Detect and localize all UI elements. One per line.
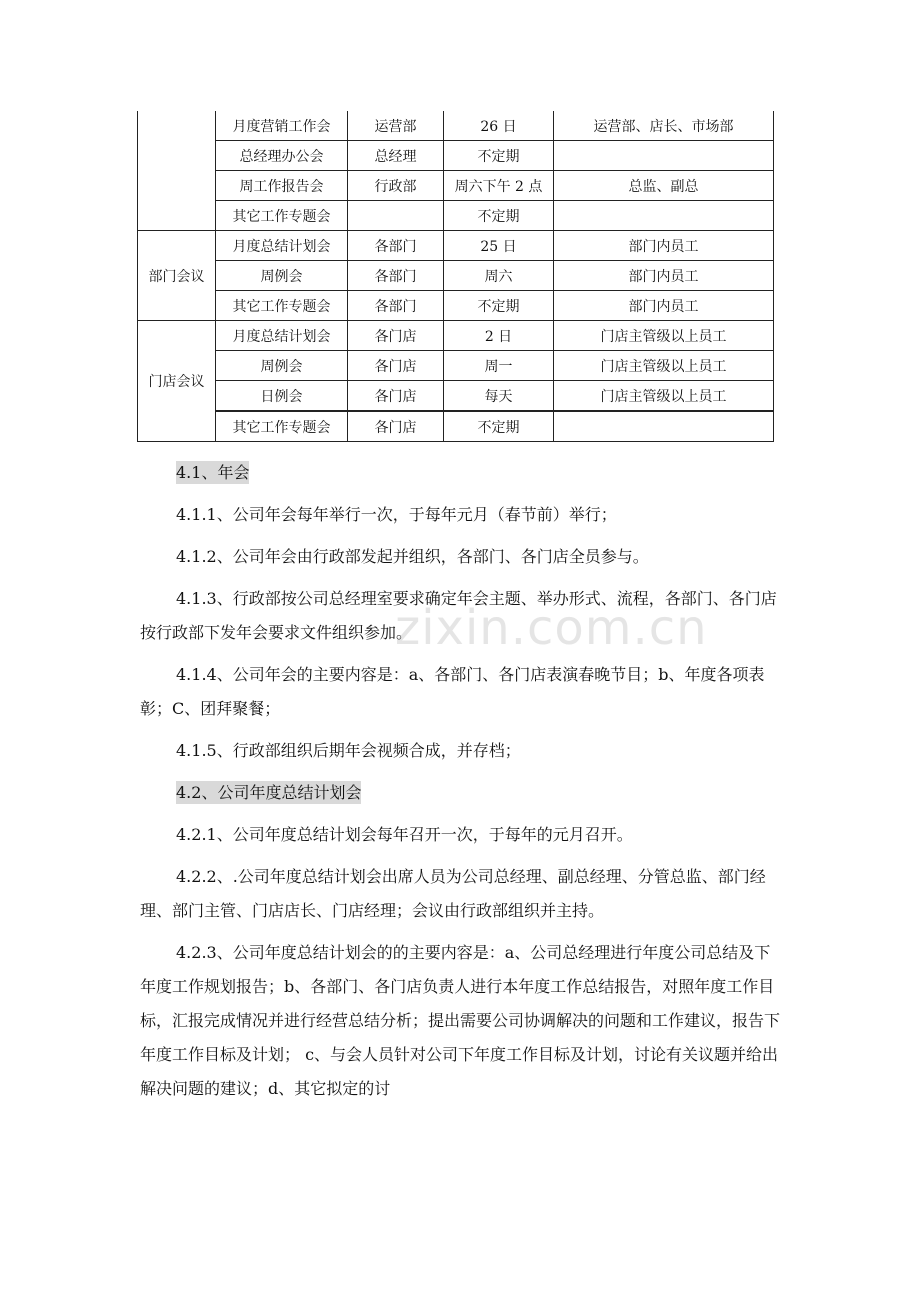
table-cell-attendees — [554, 141, 774, 171]
section-heading-4-1: 4.1、年会 — [176, 463, 250, 482]
table-cell-time: 不定期 — [444, 201, 554, 231]
table-cell-department: 总经理 — [348, 141, 444, 171]
table-cell-department: 运营部 — [348, 111, 444, 141]
table-cell-attendees: 部门内员工 — [554, 261, 774, 291]
table-row — [138, 381, 774, 412]
table-cell-department: 各门店 — [348, 321, 444, 351]
table-cell-department: 各部门 — [348, 231, 444, 261]
table-cell-time: 周六下午 2 点 — [444, 171, 554, 201]
table-row — [138, 231, 774, 261]
table-cell-meeting-name: 月度总结计划会 — [216, 231, 348, 261]
table-cell-attendees: 门店主管级以上员工 — [554, 351, 774, 381]
document-body — [140, 456, 780, 1106]
table-cell-department: 各门店 — [348, 411, 444, 442]
table-cell-category: 部门会议 — [138, 231, 216, 321]
meeting-schedule-table — [137, 111, 774, 442]
table-row — [138, 111, 774, 141]
paragraph-4-2-3: 4.2.3、公司年度总结计划会的的主要内容是：a、公司总经理进行年度公司总结及下年度工作规划报告；b、各部门、各门店负责人进行本年度工作总结报告，对照年度工作目标，汇报完成情况并进行经营总结分析；提出需要公司协调解决的问题和工作建议，报告下年度工作目标及计划； c、与会人员针对公司下年度工作目标及计划，讨论有关议题并给出解决问题的建议；d、其它拟定的讨 — [140, 943, 781, 1098]
table-cell-time: 25 日 — [444, 231, 554, 261]
paragraph-4-1-5: 4.1.5、行政部组织后期年会视频合成，并存档； — [176, 741, 521, 760]
table-cell-meeting-name: 周例会 — [216, 351, 348, 381]
table-cell-time: 2 日 — [444, 321, 554, 351]
table-cell-category — [138, 111, 216, 231]
table-cell-department: 各门店 — [348, 351, 444, 381]
table-cell-meeting-name: 周工作报告会 — [216, 171, 348, 201]
table-cell-attendees: 总监、副总 — [554, 171, 774, 201]
table-cell-meeting-name: 日例会 — [216, 381, 348, 412]
table-cell-meeting-name: 周例会 — [216, 261, 348, 291]
paragraph-4-1-4: 4.1.4、公司年会的主要内容是：a、各部门、各门店表演春晚节目；b、年度各项表彰；C、团拜聚餐； — [140, 665, 765, 718]
table-cell-meeting-name: 其它工作专题会 — [216, 291, 348, 321]
table-cell-attendees: 部门内员工 — [554, 291, 774, 321]
paragraph-4-2-1: 4.2.1、公司年度总结计划会每年召开一次，于每年的元月召开。 — [176, 825, 633, 844]
table-cell-attendees: 门店主管级以上员工 — [554, 381, 774, 412]
table-cell-attendees — [554, 411, 774, 442]
paragraph-4-1-2: 4.1.2、公司年会由行政部发起并组织，各部门、各门店全员参与。 — [176, 547, 649, 566]
table-row — [138, 351, 774, 381]
table-cell-attendees: 门店主管级以上员工 — [554, 321, 774, 351]
table-row — [138, 201, 774, 231]
table-cell-time: 每天 — [444, 381, 554, 412]
paragraph-4-1-1: 4.1.1、公司年会每年举行一次，于每年元月（春节前）举行； — [176, 505, 617, 524]
table-cell-department: 各部门 — [348, 291, 444, 321]
table-cell-category: 门店会议 — [138, 321, 216, 442]
table-cell-time: 周六 — [444, 261, 554, 291]
table-cell-meeting-name: 月度营销工作会 — [216, 111, 348, 141]
table-row — [138, 261, 774, 291]
table-cell-meeting-name: 月度总结计划会 — [216, 321, 348, 351]
table-cell-time: 不定期 — [444, 141, 554, 171]
table-cell-department: 各门店 — [348, 381, 444, 412]
table-row — [138, 411, 774, 442]
table-cell-meeting-name: 其它工作专题会 — [216, 411, 348, 442]
table-cell-attendees: 运营部、店长、市场部 — [554, 111, 774, 141]
table-row — [138, 141, 774, 171]
table-cell-meeting-name: 其它工作专题会 — [216, 201, 348, 231]
table-cell-time: 26 日 — [444, 111, 554, 141]
paragraph-4-2-2: 4.2.2、.公司年度总结计划会出席人员为公司总经理、副总经理、分管总监、部门经理、部门主管、门店店长、门店经理；会议由行政部组织并主持。 — [140, 867, 766, 920]
table-cell-department: 行政部 — [348, 171, 444, 201]
watermark-text: zixin.com.cn — [395, 600, 708, 656]
section-heading-4-2: 4.2、公司年度总结计划会 — [176, 783, 362, 802]
table-cell-attendees — [554, 201, 774, 231]
table-cell-time: 周一 — [444, 351, 554, 381]
table-row — [138, 321, 774, 351]
paragraph-4-1-3: 4.1.3、行政部按公司总经理室要求确定年会主题、举办形式、流程，各部门、各门店按行政部下发年会要求文件组织参加。 — [140, 589, 777, 642]
table-cell-attendees: 部门内员工 — [554, 231, 774, 261]
table-row — [138, 291, 774, 321]
table-cell-department: 各部门 — [348, 261, 444, 291]
table-cell-time: 不定期 — [444, 291, 554, 321]
table-cell-meeting-name: 总经理办公会 — [216, 141, 348, 171]
table-row — [138, 171, 774, 201]
table-cell-time: 不定期 — [444, 411, 554, 442]
table-cell-department — [348, 201, 444, 231]
